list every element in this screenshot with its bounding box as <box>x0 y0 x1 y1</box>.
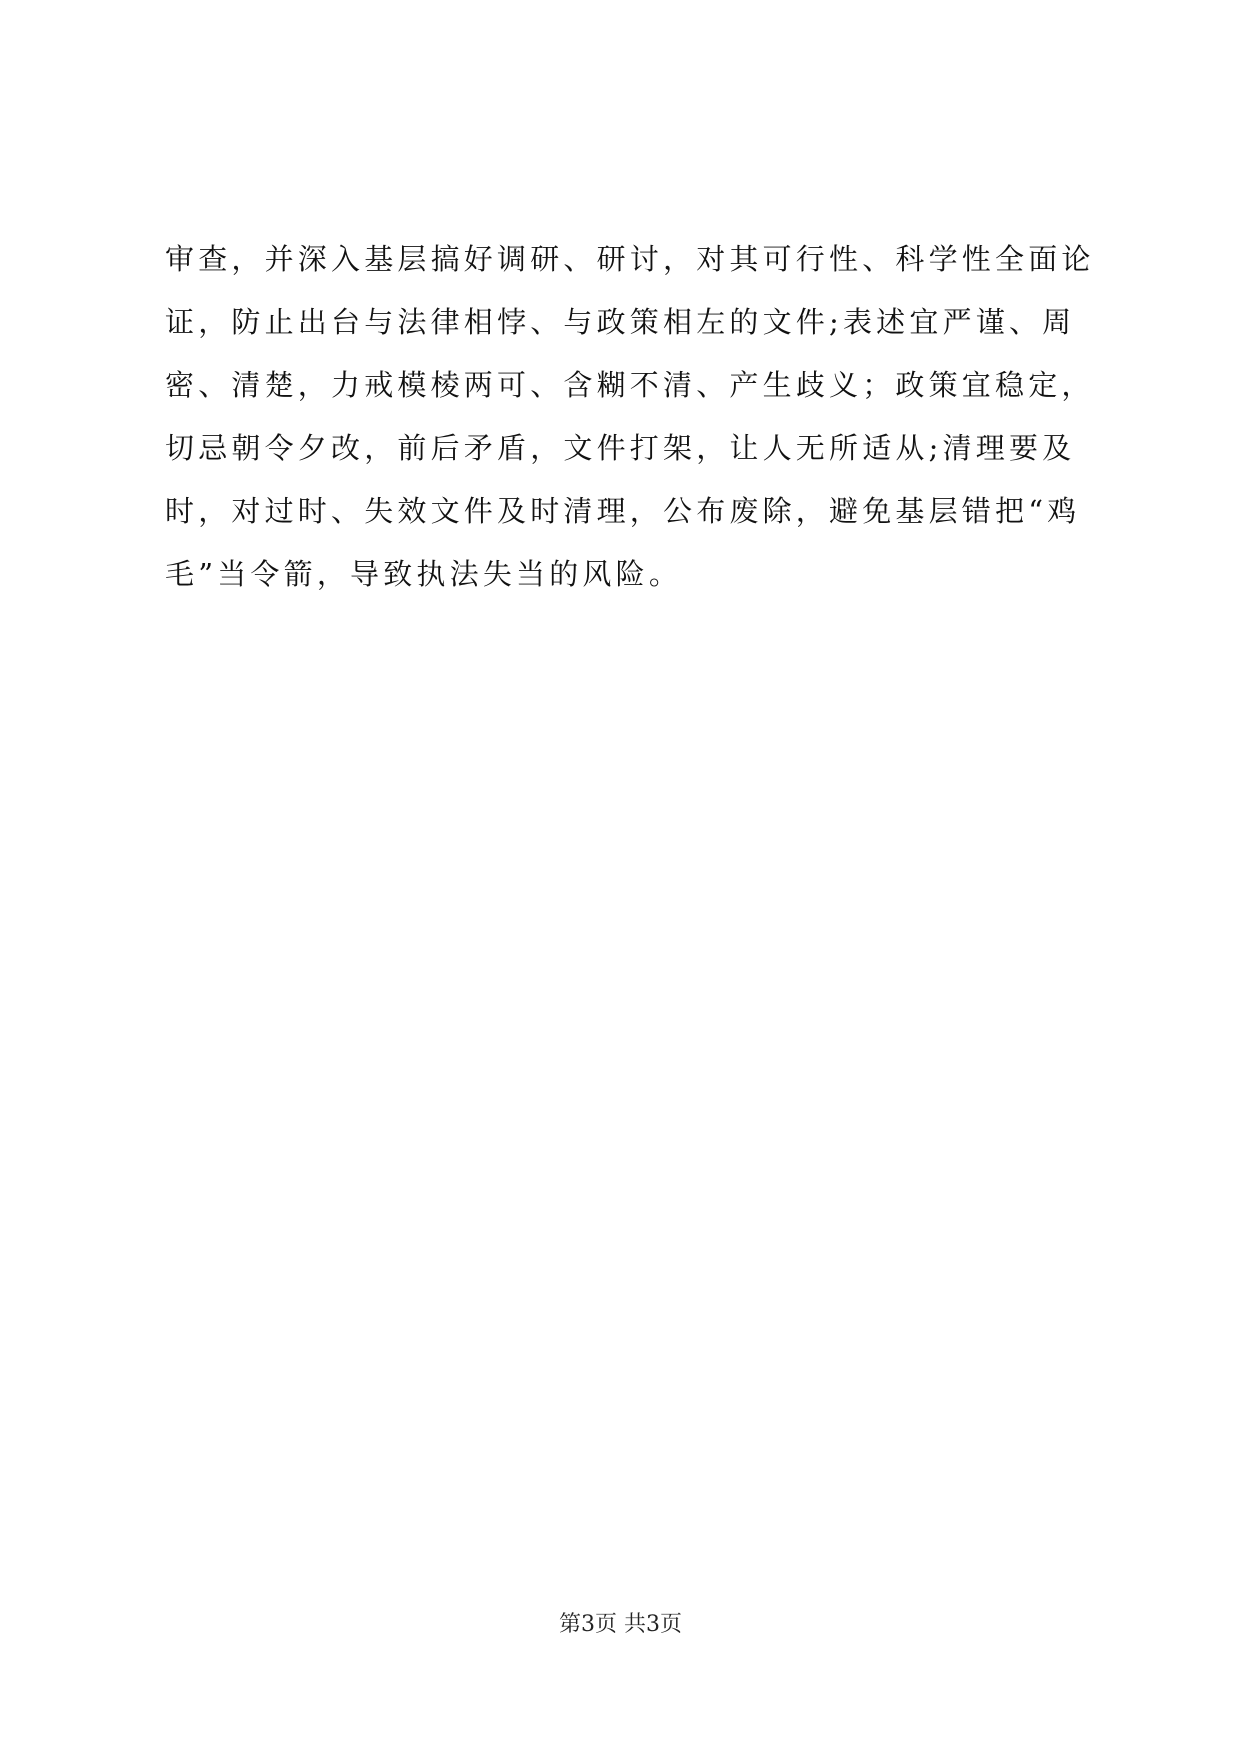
text-line-5: 时，对过时、失效文件及时清理，公布废除，避免基层错把“鸡 <box>165 494 1081 528</box>
text-line-1: 审查，并深入基层搞好调研、研讨，对其可行性、科学性全面论 <box>165 242 1095 276</box>
text-line-4: 切忌朝令夕改，前后矛盾，文件打架，让人无所适从;清理要及 <box>165 431 1076 465</box>
body-paragraph <box>165 228 1095 606</box>
page-footer: 第3页 共3页 <box>559 1612 682 1637</box>
text-line-6: 毛”当令箭，导致执法失当的风险。 <box>165 557 683 591</box>
text-line-3: 密、清楚，力戒模棱两可、含糊不清、产生歧义；政策宜稳定， <box>165 368 1095 402</box>
text-line-2: 证，防止出台与法律相悖、与政策相左的文件;表述宜严谨、周 <box>165 305 1076 339</box>
